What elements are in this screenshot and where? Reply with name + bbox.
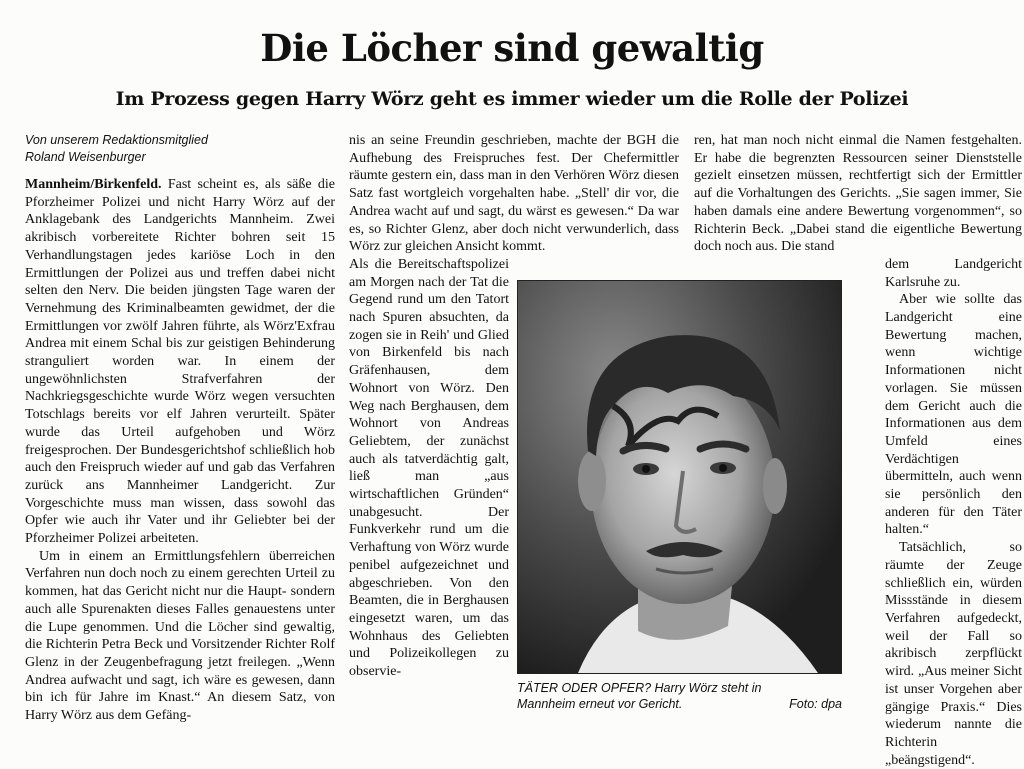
paragraph: [25, 176, 335, 548]
paragraph: Tatsächlich, so räumte der Zeuge schließlich ein, würden Missstände in diesem Verfahren aufgedeckt, weil der Fall so akribisch zerpflückt wird. „Aus meiner Sicht ist unser Vorgehen aber gängige Praxis.“ Dies wiederum nannte die Richterin „beängstigend“.: [885, 540, 1022, 768]
paragraph: ren, hat man noch nicht einmal die Namen festgehalten. Er habe die begrenzten Ressourcen seiner Dienststelle gezielt einsetzen müssen, rechtfertigt sich der Ermittler auf die Vorhaltungen des Gerichts. „Sie sagen immer, Sie haben damals eine andere Bewertung vorgenommen“, so Richterin Beck. „Dabei stand die eigentliche Bewertung doch noch aus. Die stand: [694, 133, 1022, 255]
paragraph: Aber wie sollte das Landgericht eine Bewertung machen, wenn wichtige Informationen nicht vorlagen. Sie müssen dem Gericht auch die Informationen aus dem Umfeld eines Verdächtigen übermitteln, auch wenn sie persönlich den anderen für den Täter halten.“: [885, 292, 1022, 538]
portrait-photo-illustration: [518, 281, 841, 673]
paragraph: Als die Bereitschaftspolizei am Morgen nach der Tat die Gegend rund um den Tatort nach Spuren absuchten, da zogen sie in Reih' und Glied von Birkenfeld bis nach Gräfenhausen, dem Wohnort von Wörz. Den Weg nach Berghausen, dem Wohnort von Andreas Geliebtem, der zunächst auch als tatverdächtig galt, ließ man „aus wirtschaftlichen Gründen“ unabgesucht. Der Funkverkehr rund um die Verhaftung von Wörz wurde penibel aufgezeichnet und abgeschrieben. Von den Beamten, die in Berghausen eingesetzt waren, um das Wohnhaus des Geliebten und Polizeikollegen zu observie-: [349, 256, 509, 680]
photo-credit: Foto: dpa: [789, 697, 842, 711]
byline-line-1: Von unserem Redaktionsmitglied: [25, 133, 208, 147]
paragraph: Um in einem an Ermittlungsfehlern überreichen Verfahren nun doch noch zu einem gerechten Urteil zu kommen, hat das Gericht nicht nur die Haupt- sondern auch alle Spurenakten dieses Falles genauestens unter die Lupe genommen. Und die Löcher sind gewaltig, die Richterin Petra Beck und Vorsitzender Richter Rolf Glenz in der Zeugenbefragung jetzt freilegen. „Wenn Andrea aufwacht und sagt, ich wäre es gewesen, dann bin ich für Jahre im Knast.“ An diesem Satz, von Harry Wörz aus dem Gefäng-: [25, 548, 335, 724]
paragraph-text: Fast scheint es, als säße die Pforzheimer Polizei und nicht Harry Wörz auf der Anklagebank des Landgerichts Mannheim. Zwei akribisch vorbereitete Richter bohren seit 15 Verhandlungstagen jedes kariöse Loch in den Ermittlungen der Polizei aus und treffen dabei nicht selten den Nerv. Die beiden jüngsten Tage waren der Vernehmung des Kriminalbeamten gewidmet, der die Ermittlungen vor zwölf Jahren führte, als Wörz'Exfrau Andrea mit einem Schal bis zur geistigen Behinderung stranguliert worden war. In einem der ungewöhnlichsten Strafverfahren der Nachkriegsgeschichte wurde Wörz wegen versuchten Totschlags bereits vor elf Jahren verurteilt. Später wurde das Urteil aufgehoben und Wörz freigesprochen. Der Bundesgerichtshof schließlich hob auch den Freispruch wieder auf und gab das Verfahren zurück ans Mannheimer Landgericht. Zur Vorgeschichte muss man wissen, dass sowohl das Opfer wie auch ihr Vater und ihr Geliebter bei der Pforzheimer Polizei arbeiteten.: [25, 177, 336, 547]
article-column-1: [25, 132, 335, 725]
paragraph: nis an seine Freundin geschrieben, machte der BGH die Aufhebung des Freispruches fest. Der Chefermittler räumte gestern ein, dass man in den Verhören Wörz diesen Satz fast wortgleich vorgehalten habe. „Stell' dir vor, die Andrea wacht auf und sagt, du wärst es gewesen.“ Da war es, so Richter Glenz, aber doch nicht verwunderlich, dass Wörz zur gleichen Ansicht kommt.: [349, 133, 679, 255]
headline: Die Löcher sind gewaltig: [260, 26, 764, 70]
byline-line-2: Roland Weisenburger: [25, 150, 146, 164]
photo-caption: [517, 680, 842, 712]
subheadline: Im Prozess gegen Harry Wörz geht es immer wieder um die Rolle der Polizei: [115, 88, 909, 110]
caption-line-2: Mannheim erneut vor Gericht.: [517, 697, 683, 711]
caption-line-1: TÄTER ODER OPFER? Harry Wörz steht in: [517, 681, 762, 695]
paragraph: dem Landgericht Karlsruhe zu.: [885, 256, 1022, 290]
dateline: Mannheim/Birkenfeld.: [25, 177, 162, 192]
portrait-photo: [517, 280, 842, 674]
